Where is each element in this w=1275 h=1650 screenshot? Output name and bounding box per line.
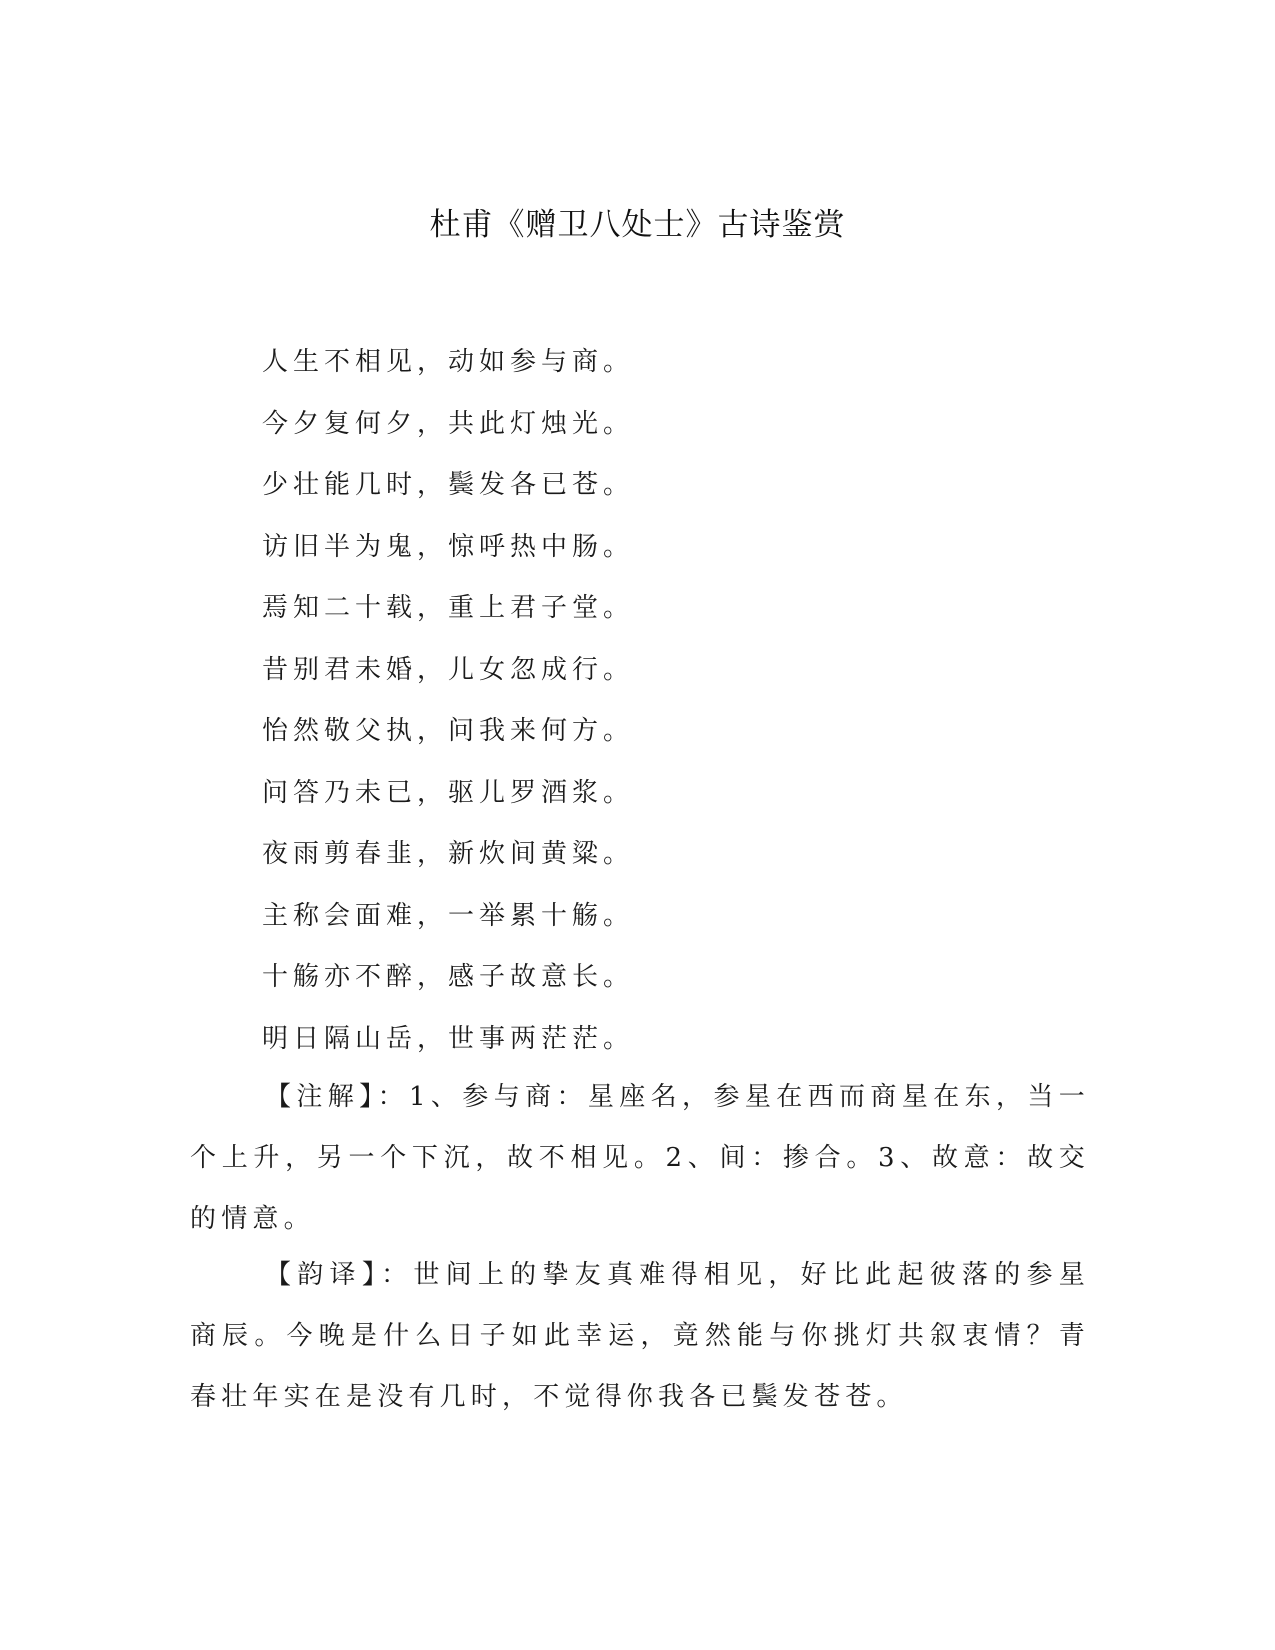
poem-line: 问答乃未已，驱儿罗酒浆。 bbox=[262, 777, 635, 808]
poem-line: 人生不相见，动如参与商。 bbox=[262, 347, 635, 377]
poem-line: 十觞亦不醉，感子故意长。 bbox=[262, 962, 635, 992]
translation-paragraph: 【韵译】：世间上的挚友真难得相见，好比此起彼落的参星商辰。今晚是什么日子如此幸运，竟然能与你挑灯共叙衷情？青春壮年实在是没有几时，不觉得你我各已鬓发苍苍。 bbox=[190, 1260, 1090, 1412]
poem-line: 怡然敬父执，问我来何方。 bbox=[262, 716, 635, 746]
poem-line: 昔别君未婚，儿女忽成行。 bbox=[262, 654, 635, 685]
poem-line: 明日隔山岳，世事两茫茫。 bbox=[262, 1023, 635, 1054]
poem-line: 今夕复何夕，共此灯烛光。 bbox=[262, 408, 635, 439]
poem-line: 主称会面难，一举累十觞。 bbox=[262, 900, 635, 931]
document-title: 杜甫《赠卫八处士》古诗鉴赏 bbox=[429, 207, 846, 243]
poem-line: 焉知二十载，重上君子堂。 bbox=[262, 593, 635, 623]
notes-paragraph: 【注解】：1、参与商：星座名，参星在西而商星在东，当一个上升，另一个下沉，故不相见。2、间：掺合。3、故意：故交的情意。 bbox=[190, 1082, 1090, 1234]
poem-line: 访旧半为鬼，惊呼热中肠。 bbox=[262, 531, 635, 562]
poem-line: 少壮能几时，鬓发各已苍。 bbox=[262, 470, 635, 500]
poem-line: 夜雨剪春韭，新炊间黄粱。 bbox=[262, 839, 635, 869]
poem-body bbox=[262, 332, 634, 1070]
